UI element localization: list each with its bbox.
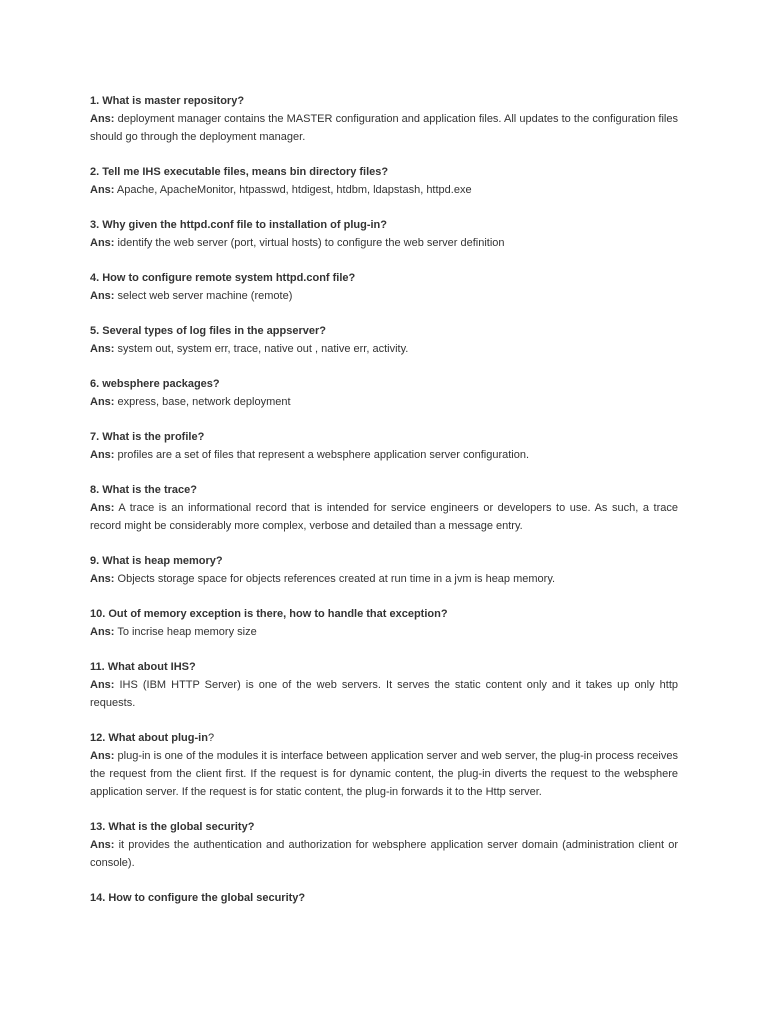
qa-item-2 — [90, 163, 678, 199]
answer-label: Ans: — [90, 679, 115, 691]
qa-item-9 — [90, 552, 678, 588]
answer — [90, 340, 678, 358]
answer-text: it provides the authentication and authorization for websphere application server domain (administration client or console). — [90, 839, 678, 869]
answer — [90, 747, 678, 801]
answer-label: Ans: — [90, 626, 115, 638]
answer-label: Ans: — [90, 396, 115, 408]
answer-label: Ans: — [90, 573, 115, 585]
question: 4. How to configure remote system httpd.conf file? — [90, 272, 356, 284]
answer — [90, 499, 678, 535]
qa-item-4 — [90, 269, 678, 305]
answer-text: plug-in is one of the modules it is interface between application server and web server, the plug-in process receives the request from the client first. If the request is for dynamic content, the plug-in diverts the request to the websphere application server. If the request is for static content, the plug-in forwards it to the Http server. — [90, 750, 678, 798]
answer-label: Ans: — [90, 343, 115, 355]
answer-text: A trace is an informational record that is intended for service engineers or developers to use. As such, a trace record might be considerably more complex, verbose and detailed than a message entry. — [90, 502, 678, 532]
question: 5. Several types of log files in the appserver? — [90, 325, 326, 337]
qa-item-13 — [90, 818, 678, 872]
qa-item-1 — [90, 92, 678, 146]
answer-label: Ans: — [90, 449, 115, 461]
qa-item-8 — [90, 481, 678, 535]
question: 9. What is heap memory? — [90, 555, 223, 567]
answer-text: system out, system err, trace, native out , native err, activity. — [117, 343, 409, 355]
question: 1. What is master repository? — [90, 95, 245, 107]
answer-text: identify the web server (port, virtual hosts) to configure the web server definition — [117, 237, 505, 249]
answer-text: IHS (IBM HTTP Server) is one of the web servers. It serves the static content only and it takes up only http requests. — [90, 679, 678, 709]
answer-text: express, base, network deployment — [117, 396, 291, 408]
answer-label: Ans: — [90, 113, 115, 125]
question: 14. How to configure the global security? — [90, 892, 306, 904]
answer — [90, 446, 678, 464]
answer — [90, 181, 678, 199]
answer — [90, 287, 678, 305]
qa-item-11 — [90, 658, 678, 712]
qa-item-12 — [90, 729, 678, 801]
question-text: 12. What about plug-in — [90, 732, 208, 744]
qa-item-14 — [90, 889, 678, 907]
question: 3. Why given the httpd.conf file to installation of plug-in? — [90, 219, 387, 231]
answer — [90, 836, 678, 872]
qa-item-10 — [90, 605, 678, 641]
answer-text: Apache, ApacheMonitor, htpasswd, htdigest, htdbm, ldapstash, httpd.exe — [116, 184, 472, 196]
question: 11. What about IHS? — [90, 661, 196, 673]
answer-text: select web server machine (remote) — [117, 290, 293, 302]
question: 7. What is the profile? — [90, 431, 205, 443]
question: 10. Out of memory exception is there, how to handle that exception? — [90, 608, 448, 620]
qa-item-7 — [90, 428, 678, 464]
answer — [90, 110, 678, 146]
answer-text: deployment manager contains the MASTER configuration and application files. All updates to the configuration files should go through the deployment manager. — [90, 113, 678, 143]
answer-text: To incrise heap memory size — [117, 626, 257, 638]
question: 2. Tell me IHS executable files, means bin directory files? — [90, 166, 389, 178]
answer — [90, 393, 678, 411]
answer-text: Objects storage space for objects references created at run time in a jvm is heap memory. — [117, 573, 556, 585]
answer-label: Ans: — [90, 184, 115, 196]
document-page — [90, 92, 678, 924]
question: 8. What is the trace? — [90, 484, 197, 496]
answer-label: Ans: — [90, 237, 115, 249]
answer-text: profiles are a set of files that represent a websphere application server configuration. — [117, 449, 530, 461]
answer-label: Ans: — [90, 502, 115, 514]
answer — [90, 676, 678, 712]
qa-item-3 — [90, 216, 678, 252]
qa-item-5 — [90, 322, 678, 358]
answer-label: Ans: — [90, 750, 115, 762]
answer-label: Ans: — [90, 290, 115, 302]
qa-item-6 — [90, 375, 678, 411]
question: 6. websphere packages? — [90, 378, 220, 390]
question — [90, 729, 678, 747]
question: 13. What is the global security? — [90, 821, 255, 833]
answer — [90, 623, 678, 641]
question-mark: ? — [207, 732, 215, 744]
answer-label: Ans: — [90, 839, 115, 851]
answer — [90, 570, 678, 588]
answer — [90, 234, 678, 252]
